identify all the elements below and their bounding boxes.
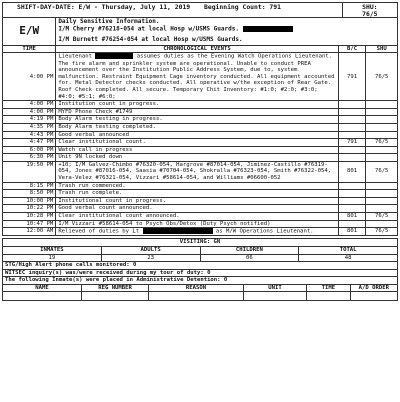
event-time: 10:28 PM (3, 213, 56, 221)
col-bc: B/C (338, 45, 366, 53)
event-time: 4:43 PM (3, 131, 56, 139)
event-bc (338, 197, 366, 205)
visiting-adults-value: 23 (101, 254, 200, 262)
event-text: Good verbal count announced. (56, 205, 338, 213)
event-shu (366, 116, 398, 124)
table-row (3, 205, 398, 213)
event-time: 6:00 PM (3, 146, 56, 154)
visiting-inmates-label: INMATES (3, 246, 102, 254)
event-shu (366, 101, 398, 109)
table-row (3, 161, 398, 182)
event-shu (366, 220, 398, 228)
table-row (3, 228, 398, 236)
visiting-children-label: CHILDREN (200, 246, 299, 254)
event-time: 6:30 PM (3, 154, 56, 162)
event-text: Relieved of duties by Lt as M/W Operations Lieutenant. (56, 228, 338, 236)
event-time: 4:35 PM (3, 123, 56, 131)
stg-calls: STG/High Alert phone calls monitored: 0 (3, 262, 398, 270)
col-time: TIME (3, 45, 56, 53)
event-shu (366, 131, 398, 139)
shift-header (2, 2, 398, 18)
event-bc: 801 (338, 161, 366, 182)
event-time: 4:00 PM (3, 53, 56, 101)
event-bc (338, 101, 366, 109)
event-bc (338, 108, 366, 116)
visiting-inmates-value: 19 (3, 254, 102, 262)
col-events: CHRONOLOGICAL EVENTS (56, 45, 338, 53)
table-row (3, 123, 398, 131)
redacted-block (95, 53, 133, 59)
event-time: 4:00 PM (3, 108, 56, 116)
col-shu: SHU (366, 45, 398, 53)
event-shu: 76/5 (366, 213, 398, 221)
sensitive-line-2: I/M Burnett #76254-054 at local Hosp w/USMS Guards. (58, 36, 243, 44)
event-text: Clear institutional count. (56, 139, 338, 147)
detention-table (2, 284, 398, 302)
sensitive-heading: Daily Sensitive Information. (58, 18, 160, 25)
beginning-count: Beginning Count: 791 (204, 3, 281, 11)
event-bc (338, 182, 366, 190)
shift-code: E/W (3, 18, 56, 46)
table-row (3, 101, 398, 109)
event-shu (366, 205, 398, 213)
table-row (3, 53, 398, 101)
event-shu: 76/5 (366, 139, 398, 147)
visiting-table (2, 238, 398, 262)
event-text: Watch call in progress (56, 146, 338, 154)
event-bc (338, 154, 366, 162)
col-ad-order: A/D ORDER (350, 284, 397, 292)
events-table (2, 45, 398, 236)
event-text: Trash run complete. (56, 190, 338, 198)
sensitive-info (2, 17, 398, 46)
event-shu (366, 146, 398, 154)
event-bc: 801 (338, 228, 366, 236)
table-row (3, 220, 398, 228)
table-row (3, 190, 398, 198)
event-shu (366, 108, 398, 116)
event-text: +10; I/M Galvez-Chimbo #76320-054, Hargrove #87014-054, Jiminez-Castillo #76319-054, Jones #87016-054, Saasia #70704-054, Shokralla #76323-054, Smith #76322-054, Vera-Velez #76321-054, Vizzari #58614-054, and Williams #06600-052 (56, 161, 338, 182)
event-bc (338, 220, 366, 228)
admin-detention: The following Inmate(s) were placed in Administrative Detention: 0 (3, 277, 398, 285)
table-row (3, 213, 398, 221)
visiting-total-label: TOTAL (299, 246, 398, 254)
event-text: Clear institutional count announced. (56, 213, 338, 221)
col-reason: REASON (149, 284, 244, 292)
visiting-adults-label: ADULTS (101, 246, 200, 254)
visiting-total-value: 48 (299, 254, 398, 262)
table-row (3, 197, 398, 205)
event-shu: 76/5 (366, 228, 398, 236)
redacted-block (243, 26, 293, 32)
event-bc (338, 146, 366, 154)
event-text: I/M Vizzari #58614-054 to Psych Obs/Detox (Duty Psych notified) (56, 220, 338, 228)
event-shu (366, 182, 398, 190)
event-shu: 76/5 (366, 161, 398, 182)
shu-label: SHU: (362, 3, 378, 11)
event-text: MYFD Phone Check #1749 (56, 108, 338, 116)
event-time: 4:47 PM (3, 139, 56, 147)
event-time: 4:19 PM (3, 116, 56, 124)
event-bc (338, 123, 366, 131)
table-row (3, 182, 398, 190)
event-bc (338, 131, 366, 139)
event-bc: 791 (338, 139, 366, 147)
event-shu (366, 154, 398, 162)
shu-value: 76/5 (362, 9, 378, 18)
event-text: Good verbal announced (56, 131, 338, 139)
event-text: Unit 9N locked down (56, 154, 338, 162)
event-time: 10:22 PM (3, 205, 56, 213)
col-time: TIME (307, 284, 350, 292)
table-row (3, 146, 398, 154)
event-bc: 801 (338, 213, 366, 221)
event-bc (338, 116, 366, 124)
event-time: 10:00 PM (3, 197, 56, 205)
table-row (3, 139, 398, 147)
footer-notes (2, 261, 398, 285)
visiting-children-value: 06 (200, 254, 299, 262)
col-unit: UNIT (243, 284, 306, 292)
event-shu: 76/5 (366, 53, 398, 101)
event-text: Lieutenant assumes duties as the Evening Watch Operations Lieutenant. The fire alarm and sprinkler system are operational. Unable to conduct PREA announcement over the Institution Public Address System, due to, system malfunction. Restraint Equipment Cage inventory conducted. All equipment accounted for. Metal Detector checks conducted. All operative w/the exception of Rear Gate. Roof Check completed. All secure. Temporary Chit Inventory: #1:0; #2:0; #3:0; #4:0; #5:1; #6:0; (56, 53, 338, 101)
event-text: Body Alarm testing in progress. (56, 116, 338, 124)
event-shu (366, 190, 398, 198)
shift-day-date: SHIFT-DAY-DATE: E/W - Thursday, July 11, 2019 (17, 3, 191, 11)
event-time: 19:50 PM (3, 161, 56, 182)
witsec-inquiries: WITSEC inquiry(s) was/were received during my tour of duty: 0 (3, 269, 398, 277)
event-bc: 791 (338, 53, 366, 101)
event-time: 12:00 AM (3, 228, 56, 236)
table-row (3, 292, 398, 301)
sensitive-line-1: I/M Cherry #76218-054 at local Hosp w/USMS Guards. (58, 26, 395, 33)
events-header (3, 45, 398, 53)
event-time: 10:47 PM (3, 220, 56, 228)
event-bc (338, 205, 366, 213)
event-time: 8:15 PM (3, 182, 56, 190)
sensitive-text (56, 18, 398, 46)
event-text: Institution count in progress. (56, 101, 338, 109)
col-name: NAME (3, 284, 82, 292)
shift-title (3, 3, 343, 18)
col-reg-number: REG NUMBER (82, 284, 149, 292)
table-row (3, 108, 398, 116)
event-text: Trash run commenced. (56, 182, 338, 190)
table-row (3, 131, 398, 139)
event-shu (366, 123, 398, 131)
visiting-title: VISITING: GN (3, 239, 398, 247)
redacted-block (143, 228, 213, 234)
table-row (3, 116, 398, 124)
table-row (3, 154, 398, 162)
event-text: Institutional count in progress. (56, 197, 338, 205)
event-bc (338, 190, 366, 198)
event-shu (366, 197, 398, 205)
event-time: 4:00 PM (3, 101, 56, 109)
event-time: 8:50 PM (3, 190, 56, 198)
shu-count (342, 3, 397, 18)
event-text: Body Alarm testing completed. (56, 123, 338, 131)
shift-log-document (2, 2, 398, 301)
